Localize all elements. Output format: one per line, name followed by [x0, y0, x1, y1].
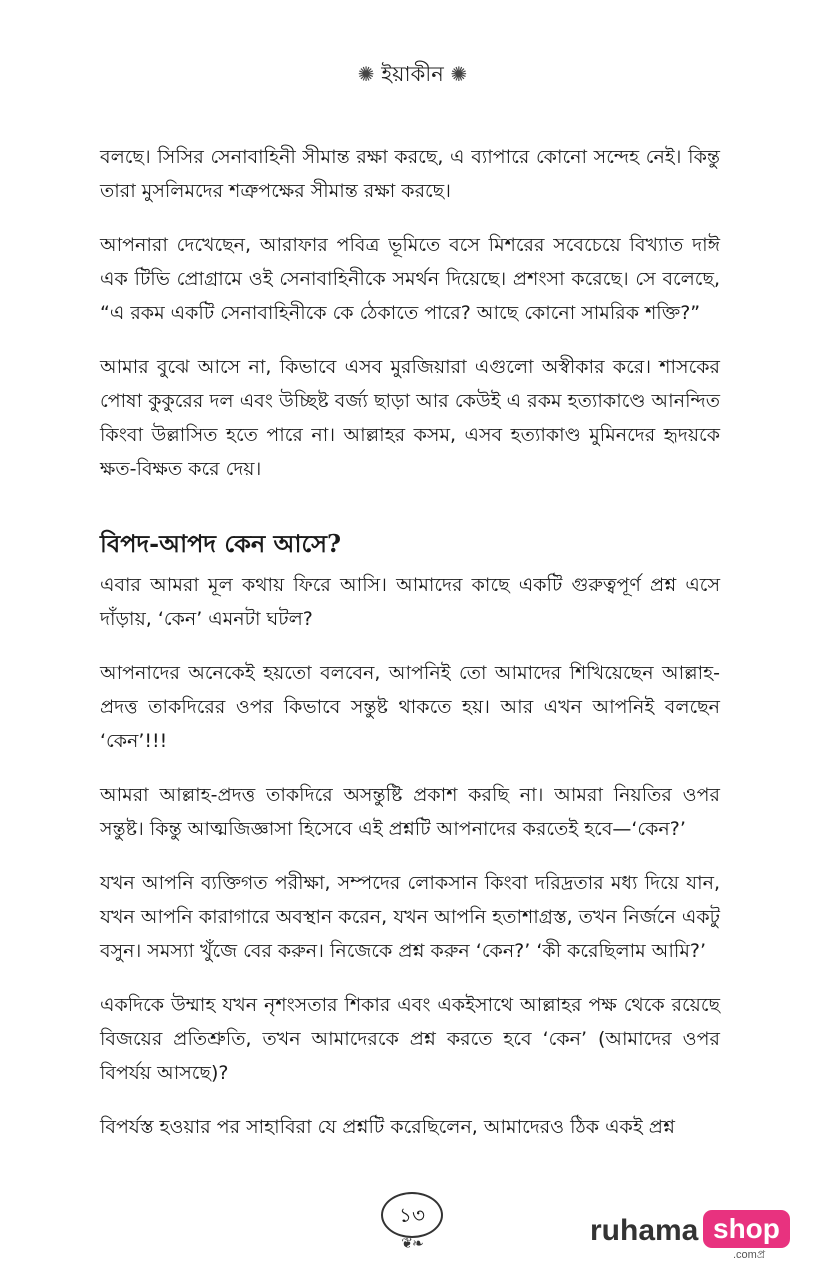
flower-ornament-icon: ✺: [450, 62, 468, 86]
book-title: ইয়াকীন: [381, 62, 444, 86]
running-header: [0, 58, 825, 93]
flourish-ornament-icon: ❦❧: [401, 1236, 423, 1252]
paragraph: আপনাদের অনেকেই হয়তো বলবেন, আপনিই তো আমাদের শিখিয়েছেন আল্লাহ-প্রদত্ত তাকদিরের ওপর কিভাবে সন্তুষ্ট থাকতে হয়। আর এখন আপনিই বলছেন ‘কেন’!!!: [100, 662, 720, 752]
paragraph: আমার বুঝে আসে না, কিভাবে এসব মুরজিয়ারা এগুলো অস্বীকার করে। শাসকের পোষা কুকুরের দল এবং উচ্ছিষ্ট বর্জ্য ছাড়া আর কেউই এ রকম হত্যাকাণ্ডে আনন্দিত কিংবা উল্লাসিত হতে পারে না। আল্লাহর কসম, এসব হত্যাকাণ্ড মুমিনদের হৃদয়কে ক্ষত-বিক্ষত করে দেয়।: [100, 356, 720, 480]
paragraph: বিপর্যস্ত হওয়ার পর সাহাবিরা যে প্রশ্নটি করেছিলেন, আমাদেরও ঠিক একই প্রশ্ন: [100, 1116, 675, 1138]
page-body: [100, 140, 720, 1164]
logo-suffix: .comপ্র: [733, 1249, 766, 1261]
ruhamashop-logo: [590, 1208, 790, 1261]
paragraph: একদিকে উম্মাহ যখন নৃশংসতার শিকার এবং একইসাথে আল্লাহর পক্ষ থেকে রয়েছে বিজয়ের প্রতিশ্রুতি, তখন আমাদেরকে প্রশ্ন করতে হবে ‘কেন’ (আমাদের ওপর বিপর্যয় আসছে)?: [100, 994, 720, 1084]
paragraph: যখন আপনি ব্যক্তিগত পরীক্ষা, সম্পদের লোকসান কিংবা দরিদ্রতার মধ্য দিয়ে যান, যখন আপনি কারাগারে অবস্থান করেন, যখন আপনি হতাশাগ্রস্ত, তখন নির্জনে একটু বসুন। সমস্যা খুঁজে বের করুন। নিজেকে প্রশ্ন করুন ‘কেন?’ ‘কী করেছিলাম আমি?’: [100, 872, 720, 962]
paragraph: বলছে। সিসির সেনাবাহিনী সীমান্ত রক্ষা করছে, এ ব্যাপারে কোনো সন্দেহ নেই। কিন্তু তারা মুসলিমদের শত্রুপক্ষের সীমান্ত রক্ষা করছে।: [100, 146, 720, 202]
paragraph: আমরা আল্লাহ-প্রদত্ত তাকদিরে অসন্তুষ্টি প্রকাশ করছি না। আমরা নিয়তির ওপর সন্তুষ্ট। কিন্তু আত্মজিজ্ঞাসা হিসেবে এই প্রশ্নটি আপনাদের করতেই হবে—‘কেন?’: [100, 784, 720, 840]
paragraph: এবার আমরা মূল কথায় ফিরে আসি। আমাদের কাছে একটি গুরুত্বপূর্ণ প্রশ্ন এসে দাঁড়ায়, ‘কেন’ এমনটা ঘটল?: [100, 574, 720, 630]
page-number: ১৩: [381, 1192, 443, 1238]
logo-text-shop: shop: [703, 1210, 790, 1248]
section-heading: বিপদ-আপদ কেন আসে?: [100, 529, 342, 558]
logo-text-ruhama: ruhama: [590, 1214, 699, 1247]
flower-ornament-icon: ✺: [357, 62, 375, 86]
paragraph: আপনারা দেখেছেন, আরাফার পবিত্র ভূমিতে বসে মিশরের সবেচেয়ে বিখ্যাত দাঈ এক টিভি প্রোগ্রামে ওই সেনাবাহিনীকে সমর্থন দিয়েছে। প্রশংসা করেছে। সে বলেছে, “এ রকম একটি সেনাবাহিনীকে কে ঠেকাতে পারে? আছে কোনো সামরিক শক্তি?”: [100, 234, 720, 324]
